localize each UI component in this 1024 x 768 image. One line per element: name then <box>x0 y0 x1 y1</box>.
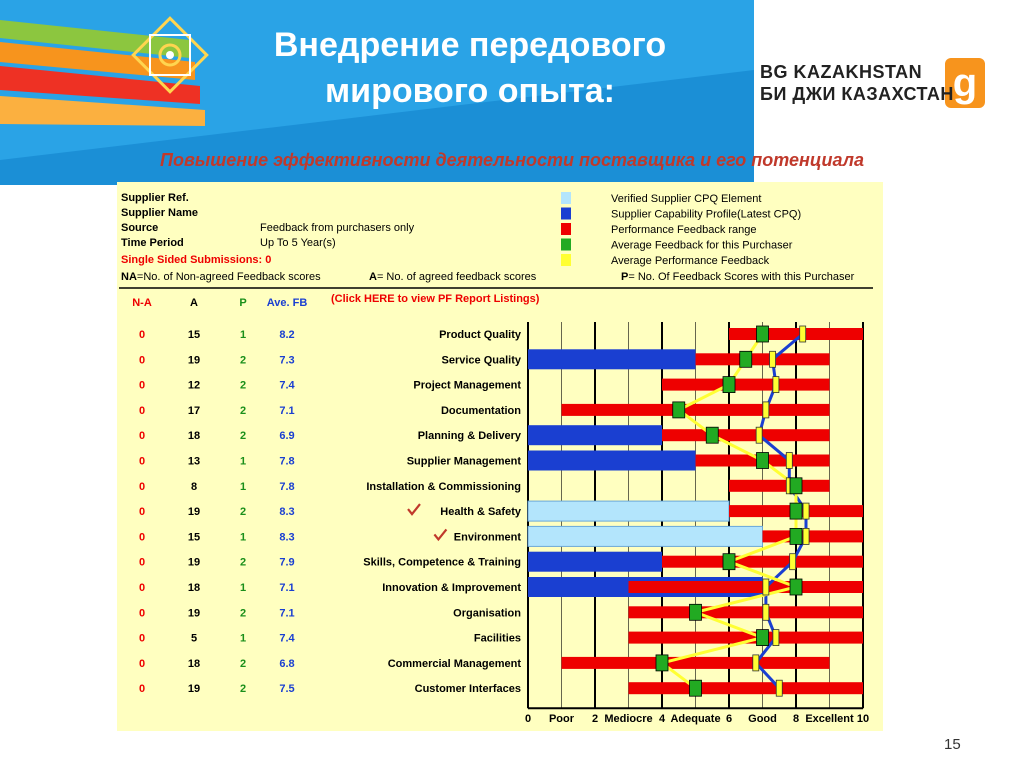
a-value-3: 12 <box>187 379 201 392</box>
purchaser-marker-2 <box>740 351 752 367</box>
x-tick-10: Excellent <box>805 713 854 726</box>
range-bar-11 <box>629 581 864 593</box>
row-label-5: Planning & Delivery <box>417 430 521 443</box>
na-value-2: 0 <box>138 354 146 367</box>
na-prefix: NA <box>121 271 137 283</box>
x-tick-6: Adequate <box>670 713 721 726</box>
chart-rows <box>139 329 522 695</box>
na-value-13: 0 <box>138 632 146 645</box>
avg-value-7: 7.8 <box>279 480 295 493</box>
a-value-11: 18 <box>187 582 201 594</box>
a-value-2: 19 <box>187 354 201 367</box>
capability-bar-5 <box>528 425 662 445</box>
p-value-13: 1 <box>239 632 247 645</box>
purchaser-marker-3 <box>723 377 735 393</box>
range-bar-9 <box>763 530 864 542</box>
performance-marker-6 <box>786 453 792 469</box>
na-value-11: 0 <box>138 582 146 594</box>
column-header-2: A <box>190 297 198 309</box>
brand-name-en: BG KAZAKHSTAN <box>760 62 923 82</box>
avg-value-8: 8.3 <box>279 506 295 519</box>
na-value-15: 0 <box>138 683 146 696</box>
purchaser-marker-10 <box>723 554 735 570</box>
a-prefix: A <box>369 271 377 283</box>
logo-letter: g <box>952 61 978 105</box>
p-value-10: 2 <box>239 556 247 569</box>
purchaser-marker-4 <box>673 402 685 418</box>
na-legend <box>121 271 321 283</box>
supplier-name-label: Supplier Name <box>121 207 199 219</box>
report-panel <box>117 182 883 731</box>
column-header-1: N-A <box>132 297 152 309</box>
p-value-12: 2 <box>239 607 247 620</box>
purchaser-marker-6 <box>757 453 769 469</box>
range-bar-7 <box>729 480 830 492</box>
row-label-1: Product Quality <box>439 329 521 341</box>
purchaser-marker-5 <box>706 427 718 443</box>
na-value-3: 0 <box>138 379 146 392</box>
a-value-12: 19 <box>187 607 201 620</box>
avg-value-5: 6.9 <box>279 430 295 443</box>
a-value-13: 5 <box>190 632 198 645</box>
row-label-4: Documentation <box>440 404 521 417</box>
x-tick-2: Poor <box>548 713 575 726</box>
x-axis <box>525 713 869 725</box>
p-value-3: 2 <box>239 379 247 392</box>
avg-value-1: 8.2 <box>279 329 295 341</box>
title-line-2: мирового опыта: <box>325 72 615 110</box>
row-label-14: Commercial Management <box>387 657 521 670</box>
a-value-8: 19 <box>187 506 201 519</box>
purchaser-marker-8 <box>790 503 802 519</box>
time-period-value: Up To 5 Year(s) <box>260 237 336 249</box>
brand-name-ru: БИ ДЖИ КАЗАХСТАН <box>760 84 954 104</box>
cpq-bar-9 <box>528 526 763 546</box>
avg-value-15: 7.5 <box>279 683 295 696</box>
avg-value-4: 7.1 <box>279 404 295 417</box>
chart-legend <box>561 192 801 267</box>
performance-marker-4 <box>763 402 769 418</box>
slide-subtitle: Повышение эффективности деятельности поставщика и его потенциала <box>160 150 864 170</box>
performance-marker-13 <box>773 630 779 646</box>
legend-swatch-4 <box>561 239 571 251</box>
click-here-link[interactable]: (Click HERE to view PF Report Listings) <box>331 293 540 305</box>
a-value-5: 18 <box>187 430 201 443</box>
chart-bars <box>528 328 863 694</box>
x-tick-1: 0 <box>524 713 532 726</box>
row-label-12: Organisation <box>453 607 521 620</box>
p-value-5: 2 <box>239 430 247 443</box>
row-label-3: Project Management <box>413 379 521 392</box>
avg-value-11: 7.1 <box>279 582 295 594</box>
x-tick-9: 8 <box>792 713 800 726</box>
p-value-4: 2 <box>239 404 247 417</box>
x-tick-7: 6 <box>725 713 733 726</box>
p-prefix: P <box>621 271 629 283</box>
p-value-2: 2 <box>239 354 247 367</box>
column-header-3: P <box>239 297 247 309</box>
na-value-14: 0 <box>138 657 146 670</box>
range-bar-12 <box>629 606 864 618</box>
p-value-6: 1 <box>239 455 247 468</box>
range-bar-14 <box>562 657 830 669</box>
row-label-8: Health & Safety <box>440 506 521 519</box>
na-value-10: 0 <box>138 556 146 569</box>
range-bar-3 <box>662 379 830 391</box>
page-title <box>200 22 740 114</box>
performance-marker-3 <box>773 377 779 393</box>
purchaser-marker-11 <box>790 579 802 595</box>
na-value-4: 0 <box>138 404 146 417</box>
performance-marker-1 <box>800 326 806 342</box>
avg-value-9: 8.3 <box>279 531 295 544</box>
purchaser-marker-15 <box>690 680 702 696</box>
x-tick-4: Mediocre <box>604 713 653 726</box>
source-value: Feedback from purchasers only <box>260 222 415 234</box>
x-tick-8: Good <box>748 713 777 726</box>
check-icon-9 <box>434 529 446 539</box>
source-label: Source <box>121 222 159 234</box>
p-value-15: 2 <box>239 683 247 696</box>
performance-marker-10 <box>790 554 796 570</box>
p-value-11: 1 <box>239 582 247 594</box>
supplier-ref-label: Supplier Ref. <box>121 192 189 204</box>
purchaser-marker-9 <box>790 528 802 544</box>
a-value-14: 18 <box>187 657 201 670</box>
a-value-10: 19 <box>187 556 201 569</box>
legend-label-3: Performance Feedback range <box>611 224 757 236</box>
check-icon-8 <box>408 504 420 514</box>
legend-swatch-5 <box>561 254 571 266</box>
x-tick-3: 2 <box>591 713 599 726</box>
row-label-2: Service Quality <box>441 354 521 367</box>
performance-marker-15 <box>776 680 782 696</box>
performance-marker-8 <box>803 503 809 519</box>
na-text: =No. of Non-agreed Feedback scores <box>136 271 321 283</box>
legend-label-5: Average Performance Feedback <box>611 255 770 267</box>
avg-value-6: 7.8 <box>279 455 295 468</box>
a-value-9: 15 <box>187 531 201 544</box>
column-headers <box>132 297 307 309</box>
row-label-11: Innovation & Improvement <box>382 582 521 594</box>
performance-marker-2 <box>770 351 776 367</box>
na-value-7: 0 <box>138 480 146 493</box>
page-number: 15 <box>944 736 961 753</box>
single-sided-submissions: Single Sided Submissions: 0 <box>121 254 272 266</box>
range-bar-5 <box>662 429 830 441</box>
row-label-9: Environment <box>453 531 521 544</box>
na-value-9: 0 <box>138 531 146 544</box>
purchaser-marker-13 <box>757 630 769 646</box>
range-bar-10 <box>662 556 863 568</box>
capability-bar-2 <box>528 349 696 369</box>
avg-value-12: 7.1 <box>279 607 295 620</box>
title-line-1: Внедрение передового <box>273 26 667 64</box>
purchaser-marker-1 <box>757 326 769 342</box>
na-value-5: 0 <box>138 430 146 443</box>
row-label-13: Facilities <box>473 632 521 645</box>
range-bar-15 <box>629 682 864 694</box>
x-tick-5: 4 <box>658 713 666 726</box>
row-label-7: Installation & Commissioning <box>366 480 521 493</box>
p-value-8: 2 <box>239 506 247 519</box>
na-value-6: 0 <box>138 455 146 468</box>
performance-marker-5 <box>756 427 762 443</box>
purchaser-marker-7 <box>790 478 802 494</box>
na-value-12: 0 <box>138 607 146 620</box>
legend-label-2: Supplier Capability Profile(Latest CPQ) <box>611 208 802 221</box>
row-label-10: Skills, Competence & Training <box>363 556 521 569</box>
legend-label-1: Verified Supplier CPQ Element <box>611 193 762 205</box>
performance-marker-12 <box>763 604 769 620</box>
a-legend <box>369 271 537 283</box>
a-value-7: 8 <box>190 480 198 493</box>
x-tick-11: 10 <box>856 713 870 726</box>
a-value-1: 15 <box>187 329 201 341</box>
p-value-9: 1 <box>239 531 247 544</box>
na-value-8: 0 <box>138 506 146 519</box>
range-bar-4 <box>562 404 830 416</box>
performance-chart <box>117 182 883 731</box>
avg-value-13: 7.4 <box>279 632 295 645</box>
a-value-4: 17 <box>187 404 201 417</box>
capability-bar-10 <box>528 552 662 572</box>
avg-value-10: 7.9 <box>279 556 295 569</box>
time-period-label: Time Period <box>121 237 184 249</box>
legend-swatch-3 <box>561 223 571 235</box>
avg-value-3: 7.4 <box>279 379 295 392</box>
row-label-15: Customer Interfaces <box>414 683 521 696</box>
performance-marker-14 <box>753 655 759 671</box>
p-value-7: 1 <box>239 480 247 493</box>
p-value-1: 1 <box>239 329 247 341</box>
column-header-4: Ave. FB <box>266 297 308 309</box>
a-value-6: 13 <box>187 455 201 468</box>
legend-swatch-1 <box>561 192 571 204</box>
capability-bar-6 <box>528 451 696 471</box>
na-value-1: 0 <box>138 329 146 341</box>
p-legend <box>621 271 855 283</box>
avg-value-2: 7.3 <box>279 354 295 367</box>
performance-marker-9 <box>803 528 809 544</box>
avg-value-14: 6.8 <box>279 657 295 670</box>
purchaser-marker-14 <box>656 655 668 671</box>
legend-label-4: Average Feedback for this Purchaser <box>611 239 793 252</box>
row-label-6: Supplier Management <box>406 455 521 468</box>
legend-swatch-2 <box>561 208 571 220</box>
range-bar-2 <box>696 353 830 365</box>
p-text: = No. Of Feedback Scores with this Purchaser <box>628 271 855 283</box>
cpq-bar-8 <box>528 501 729 521</box>
p-value-14: 2 <box>239 657 247 670</box>
performance-marker-11 <box>763 579 769 595</box>
a-text: = No. of agreed feedback scores <box>376 271 537 283</box>
a-value-15: 19 <box>187 683 201 696</box>
purchaser-marker-12 <box>690 604 702 620</box>
